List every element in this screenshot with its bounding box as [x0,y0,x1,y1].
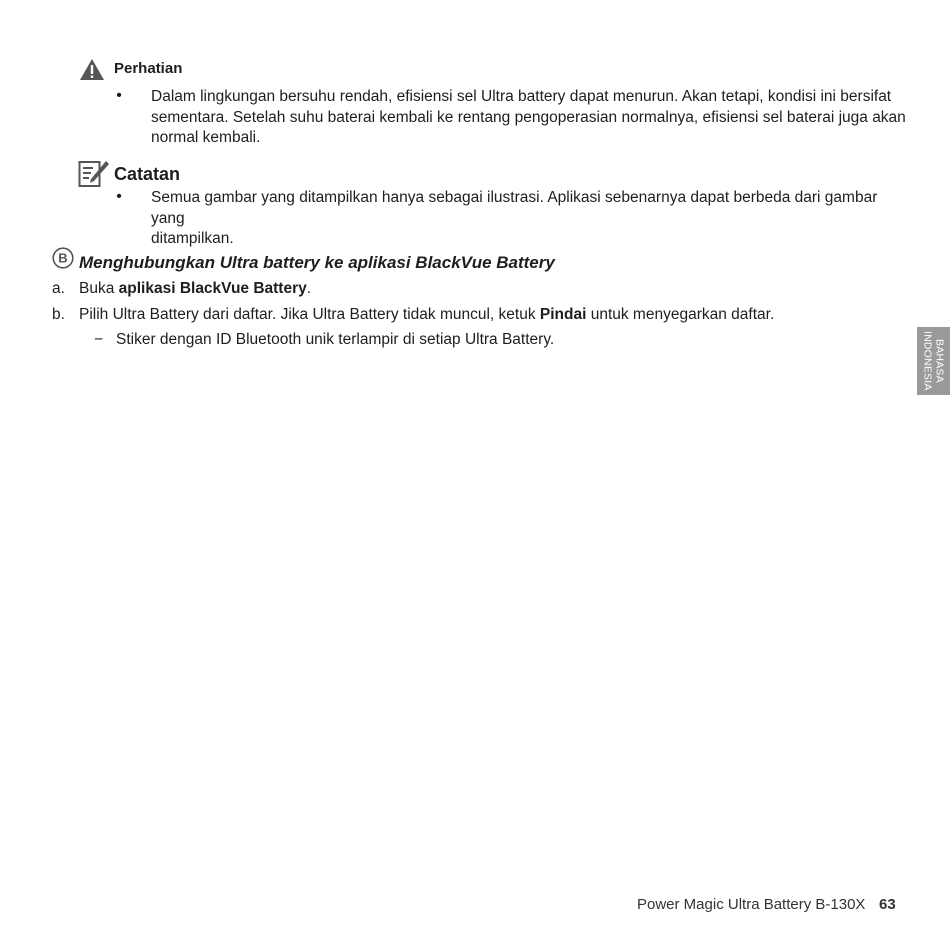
warning-icon [79,58,105,81]
note-title: Catatan [114,164,181,184]
step-a-before: Buka [79,280,119,297]
note-line-2: ditampilkan. [151,230,234,247]
caution-title: Perhatian [114,60,183,77]
step-a-text [79,279,311,300]
step-b-before: Pilih Ultra Battery dari daftar. Jika Ultra Battery tidak muncul, ketuk [79,306,540,323]
step-label: b. [52,306,65,323]
language-side-tab-label [922,331,946,391]
caution-text [151,87,911,149]
subnote-text: Stiker dengan ID Bluetooth unik terlampir di setiap Ultra Battery. [116,331,555,348]
step-label: a. [52,280,65,297]
step-a-after: . [306,280,312,297]
step-a-bold: aplikasi BlackVue Battery [118,280,307,297]
caution-line-1: Dalam lingkungan bersuhu rendah, efisiensi sel Ultra battery dapat menurun. Akan tetapi, kondisi ini bersifat [151,88,892,105]
note-line-1: Semua gambar yang ditampilkan hanya sebagai ilustrasi. Aplikasi sebenarnya dapat berbeda dari gambar yang [151,189,878,227]
subnote-dash: − [94,331,104,348]
section-marker-letter: B [58,250,68,266]
step-b-text [79,305,774,326]
footer-product-title: Power Magic Ultra Battery B-130X [637,896,866,913]
caution-line-2: sementara. Setelah suhu baterai kembali ke rentang pengoperasian normalnya, efisiensi sel baterai juga akan [151,108,906,126]
step-b-bold: Pindai [539,306,587,323]
side-tab-line-1: BAHASA [933,339,946,383]
side-tab-line-2: INDONESIA [921,331,934,391]
note-pencil-icon [78,160,110,188]
step-b-after: untuk menyegarkan daftar. [586,306,775,323]
section-title: Menghubungkan Ultra battery ke aplikasi BlackVue Battery [79,253,555,272]
bullet-dot: • [116,188,122,205]
caution-line-3: normal kembali. [151,129,261,146]
note-text [151,188,911,250]
page-number: 63 [879,896,896,913]
section-b-marker-icon [52,247,74,269]
bullet-dot: • [116,87,122,104]
language-side-tab [917,327,950,395]
